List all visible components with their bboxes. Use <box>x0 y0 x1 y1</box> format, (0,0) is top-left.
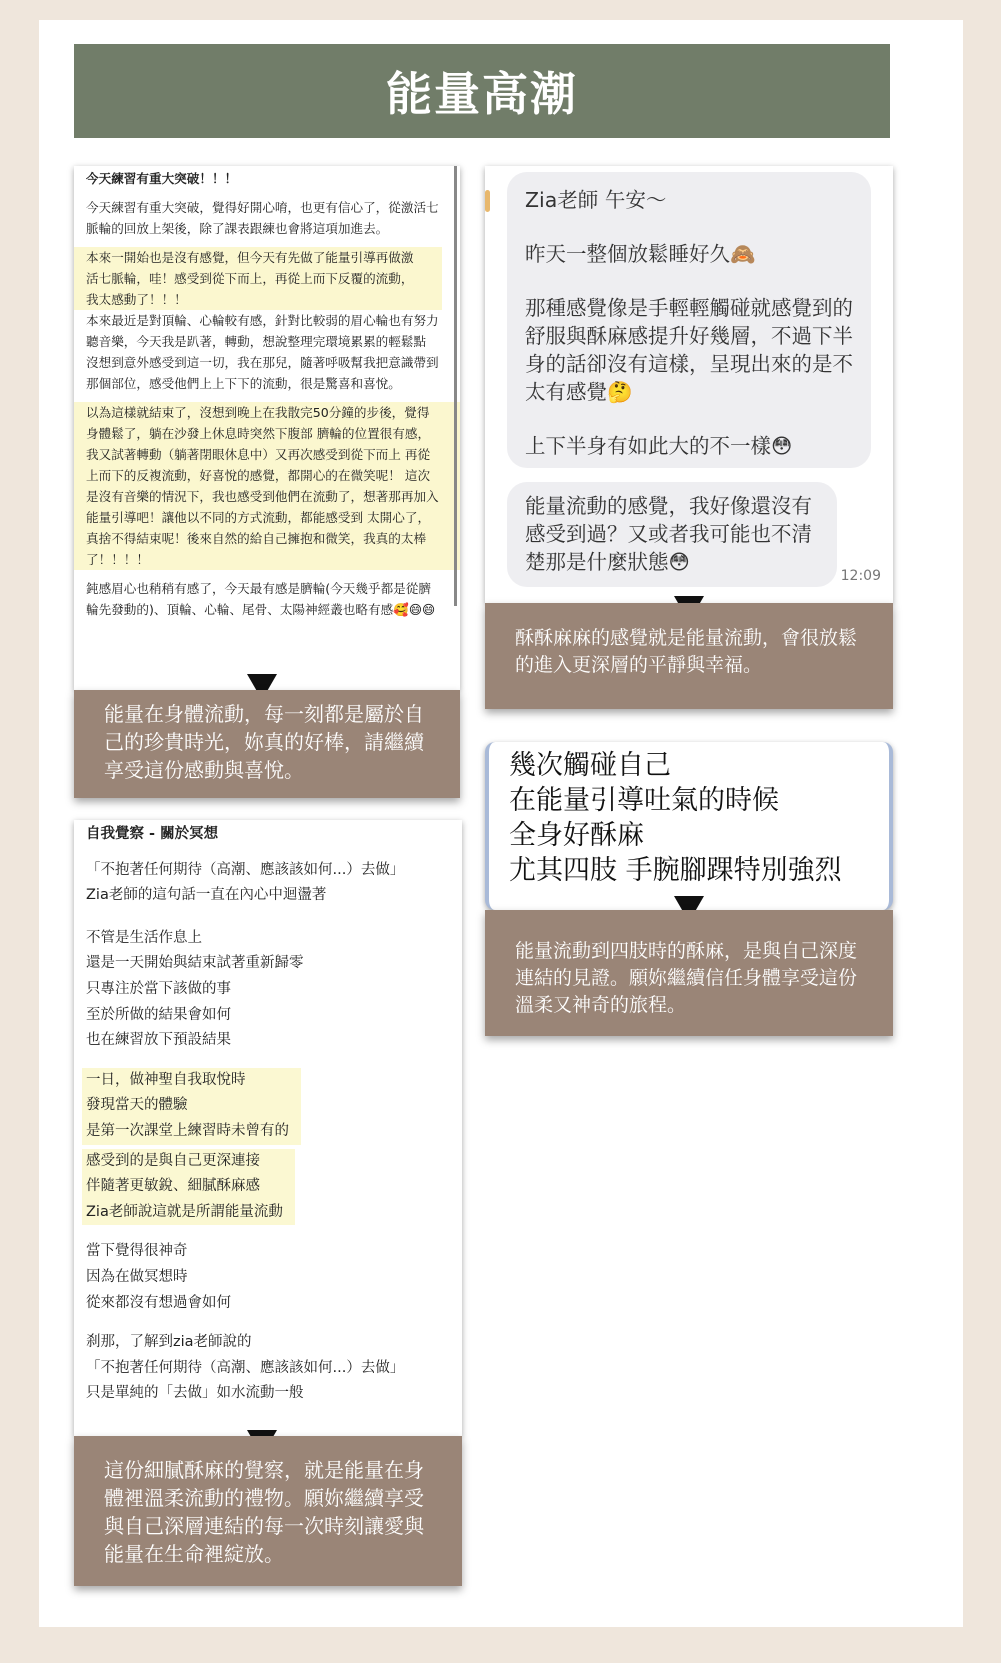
message-screenshot <box>485 742 893 910</box>
message-text <box>509 748 842 888</box>
journal-highlight-block <box>82 1068 301 1145</box>
message-line: 在能量引導吐氣的時候 <box>509 785 779 816</box>
chat-line: 昨天一整個放鬆睡好久🙈 <box>525 242 756 266</box>
caption-box-3 <box>485 910 893 1036</box>
journal-line: 發現當天的體驗 <box>86 1097 188 1114</box>
chat-screenshot <box>485 166 893 603</box>
page-container <box>39 20 963 1627</box>
testimonial-paragraph-highlight: 本來一開始也是沒有感覺，但今天有先做了能量引導再做激活七脈輪，哇！感受到從下而上，再從上而下反覆的流動，我太感動了！！！ <box>86 247 442 310</box>
caption-box-2 <box>485 603 893 709</box>
title-banner <box>74 44 890 138</box>
journal-screenshot <box>74 820 462 1436</box>
caption-text: 能量在身體流動，每一刻都是屬於自己的珍貴時光，妳真的好棒，請繼續享受這份感動與喜悅。 <box>104 702 424 782</box>
journal-line: 一日，做神聖自我取悅時 <box>86 1071 246 1088</box>
testimonial-paragraph: 鈍感眉心也稍稍有感了，今天最有感是臍輪(今天幾乎都是從臍輪先發動的)、頂輪、心輪、尾骨、太陽神經叢也略有感🥰😄😄 <box>86 581 436 617</box>
journal-line: Zia老師說這就是所謂能量流動 <box>86 1203 283 1220</box>
message-line: 全身好酥麻 <box>509 820 644 851</box>
journal-line: 只是單純的「去做」如水流動一般 <box>86 1385 304 1402</box>
chat-line: 能量流動的感覺，我好像還沒有感受到過？又或者我可能也不清楚那是什麼狀態😳 <box>525 494 812 574</box>
journal-line: 還是一天開始與結束試著重新歸零 <box>86 955 304 972</box>
chat-line: Zia老師 午安～ <box>525 188 667 212</box>
caption-box-1 <box>74 690 460 798</box>
journal-line: 只專注於當下該做的事 <box>86 980 231 997</box>
journal-line: 當下覺得很神奇 <box>86 1243 188 1260</box>
journal-highlight-block <box>82 1149 295 1226</box>
caption-box-4 <box>74 1436 462 1586</box>
caption-text: 這份細膩酥麻的覺察，就是能量在身體裡溫柔流動的禮物。願妳繼續享受與自己深層連結的每一次時刻讓愛與能量在生命裡綻放。 <box>104 1458 424 1566</box>
journal-line: 刹那，了解到zia老師說的 <box>86 1334 252 1351</box>
avatar-edge <box>485 190 490 212</box>
chat-line: 上下半身有如此大的不一樣😳 <box>525 434 793 458</box>
message-line: 幾次觸碰自己 <box>509 750 671 781</box>
message-line: 尤其四肢 手腕腳踝特別強烈 <box>509 855 842 886</box>
message-timestamp: 12:09 <box>840 568 881 584</box>
journal-line: 伴隨著更敏銳、細膩酥麻感 <box>86 1178 260 1195</box>
testimonial-title: 今天練習有重大突破！！！ <box>86 171 238 186</box>
journal-line: 「不抱著任何期待（高潮、應該該如何...）去做」 <box>86 1359 405 1376</box>
testimonial-paragraph: 本來最近是對頂輪、心輪較有感，針對比較弱的眉心輪也有努力聽音樂，今天我是趴著，轉動，想說整理完環境累累的輕鬆點 沒想到意外感受到這一切，我在那兒，隨著呼吸幫我把意識帶到那個部位，感受他們上上下下的流動，很是驚喜和喜悅。 <box>86 313 439 391</box>
journal-line: 「不抱著任何期待（高潮、應該該如何...）去做」 <box>86 861 405 878</box>
journal-line: 不管是生活作息上 <box>86 929 202 946</box>
journal-title: 自我覺察 - 關於冥想 <box>86 826 219 842</box>
testimonial-screenshot-1 <box>74 166 460 690</box>
journal-line: 從來都沒有想過會如何 <box>86 1294 231 1311</box>
journal-line: 至於所做的結果會如何 <box>86 1006 231 1023</box>
journal-line: 因為在做冥想時 <box>86 1268 188 1285</box>
page-title: 能量高潮 <box>386 67 578 121</box>
testimonial-paragraph-highlight-2: 以為這樣就結束了，沒想到晚上在我散完50分鐘的步後，覺得身體鬆了，躺在沙發上休息時突然下腹部 臍輪的位置很有感，我又試著轉動（躺著閉眼休息中）又再次感受到從下而上 再從上而下的反複流動，好喜悅的感覺，都開心的在微笑呢！ 這次是沒有音樂的情況下，我也感受到他們在流動了，想著那再加入能量引導吧！讓他以不同的方式流動，都能感受到 太開心了，真捨不得結束呢！後來自然的給自己擁抱和微笑，我真的太棒了！！！！ <box>74 402 460 570</box>
chat-bubble <box>507 482 837 587</box>
chat-bubble <box>507 172 871 468</box>
journal-line: 感受到的是與自己更深連接 <box>86 1152 260 1169</box>
caption-text: 能量流動到四肢時的酥麻，是與自己深度連結的見證。願妳繼續信任身體享受這份溫柔又神奇的旅程。 <box>515 940 858 1016</box>
caption-text: 酥酥麻麻的感覺就是能量流動，會很放鬆的進入更深層的平靜與幸福。 <box>515 627 858 676</box>
journal-line: 是第一次課堂上練習時未曾有的 <box>86 1122 289 1139</box>
chat-line: 那種感覺像是手輕輕觸碰就感覺到的舒服與酥麻感提升好幾層，不過下半身的話卻沒有這樣，呈現出來的是不太有感覺🤔 <box>525 296 853 404</box>
testimonial-paragraph: 今天練習有重大突破，覺得好開心唷，也更有信心了，從激活七脈輪的回放上架後，除了課表跟練也會將這項加進去。 <box>86 200 439 236</box>
scrollbar <box>454 166 457 606</box>
journal-line: 也在練習放下預設結果 <box>86 1032 231 1049</box>
journal-line: Zia老師的這句話一直在內心中迴盪著 <box>86 887 327 904</box>
